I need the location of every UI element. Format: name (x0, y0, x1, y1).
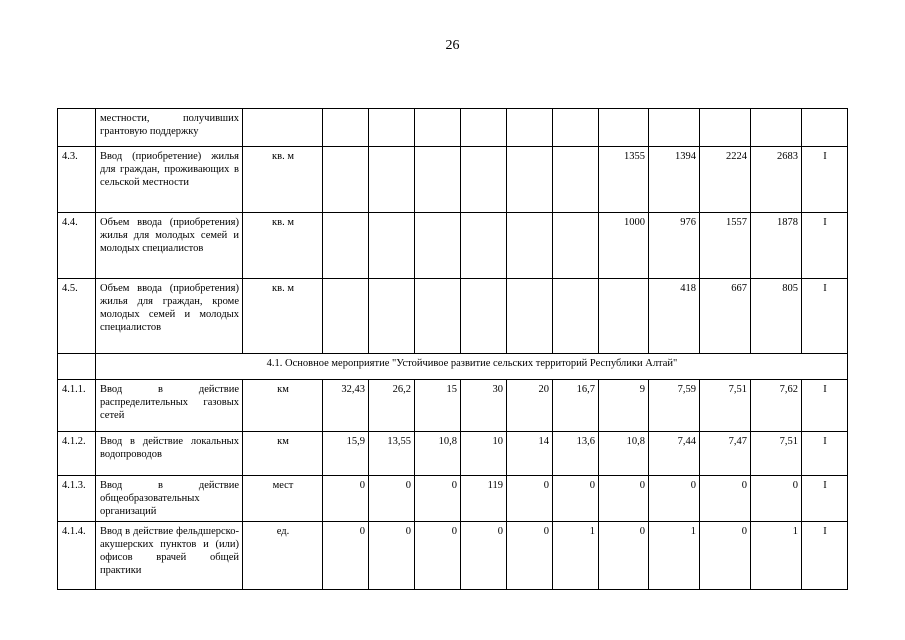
value-cell: 7,44 (649, 432, 700, 476)
value-cell: 0 (507, 476, 553, 522)
value-cell (415, 147, 461, 213)
value-cell: 0 (323, 476, 369, 522)
value-cell: 7,47 (700, 432, 751, 476)
value-cell: 15 (415, 380, 461, 432)
indicator-name: Ввод в действие общеобразовательных организаций (96, 476, 243, 522)
value-cell: 10 (461, 432, 507, 476)
value-cell (461, 213, 507, 279)
indicator-name: Ввод в действие локальных водопроводов (96, 432, 243, 476)
value-cell: 32,43 (323, 380, 369, 432)
value-cell: 10,8 (415, 432, 461, 476)
value-cell: 1 (649, 522, 700, 590)
value-cell: 15,9 (323, 432, 369, 476)
value-cell (599, 109, 649, 147)
value-cell (461, 279, 507, 354)
value-cell: 14 (507, 432, 553, 476)
row-number: 4.4. (58, 213, 96, 279)
value-cell: 16,7 (553, 380, 599, 432)
value-cell: 0 (323, 522, 369, 590)
value-cell (553, 147, 599, 213)
indicator-type-cell: I (802, 432, 848, 476)
value-cell: 9 (599, 380, 649, 432)
indicator-name: Ввод (приобретение) жилья для граждан, проживающих в сельской местности (96, 147, 243, 213)
value-cell: 1557 (700, 213, 751, 279)
value-cell (369, 147, 415, 213)
value-cell (553, 279, 599, 354)
row-number: 4.1.4. (58, 522, 96, 590)
value-cell: 119 (461, 476, 507, 522)
value-cell: 1 (553, 522, 599, 590)
indicator-name: Объем ввода (приобретения) жилья для граждан, кроме молодых семей и молодых специалистов (96, 279, 243, 354)
value-cell (369, 213, 415, 279)
value-cell (415, 213, 461, 279)
row-number (58, 109, 96, 147)
value-cell: 7,59 (649, 380, 700, 432)
value-cell: 0 (700, 522, 751, 590)
unit-of-measure: кв. м (243, 213, 323, 279)
value-cell (461, 109, 507, 147)
value-cell: 0 (507, 522, 553, 590)
value-cell: 1355 (599, 147, 649, 213)
indicators-table (57, 108, 848, 590)
table-row (58, 380, 848, 432)
section-row (58, 354, 848, 380)
value-cell: 0 (369, 522, 415, 590)
value-cell: 7,62 (751, 380, 802, 432)
value-cell: 0 (553, 476, 599, 522)
row-number: 4.3. (58, 147, 96, 213)
value-cell (323, 213, 369, 279)
value-cell: 418 (649, 279, 700, 354)
unit-of-measure: км (243, 432, 323, 476)
unit-of-measure: мест (243, 476, 323, 522)
value-cell: 1394 (649, 147, 700, 213)
value-cell: 0 (599, 522, 649, 590)
value-cell: 0 (599, 476, 649, 522)
unit-of-measure: ед. (243, 522, 323, 590)
table-row (58, 213, 848, 279)
value-cell (599, 279, 649, 354)
value-cell: 2224 (700, 147, 751, 213)
table-row (58, 279, 848, 354)
value-cell: 805 (751, 279, 802, 354)
value-cell (323, 147, 369, 213)
value-cell: 0 (751, 476, 802, 522)
indicator-name: Ввод в действие фельдшерско-акушерских пунктов и (или) офисов врачей общей практики (96, 522, 243, 590)
table-row (58, 432, 848, 476)
value-cell (461, 147, 507, 213)
value-cell: 10,8 (599, 432, 649, 476)
value-cell: 0 (369, 476, 415, 522)
indicator-type-cell: I (802, 476, 848, 522)
value-cell (323, 109, 369, 147)
value-cell (369, 109, 415, 147)
value-cell (507, 213, 553, 279)
value-cell: 976 (649, 213, 700, 279)
value-cell (415, 109, 461, 147)
unit-of-measure: км (243, 380, 323, 432)
value-cell: 0 (700, 476, 751, 522)
value-cell (369, 279, 415, 354)
row-number: 4.1.2. (58, 432, 96, 476)
value-cell (507, 279, 553, 354)
value-cell: 0 (649, 476, 700, 522)
row-number: 4.1.3. (58, 476, 96, 522)
unit-of-measure (243, 109, 323, 147)
table-row (58, 476, 848, 522)
indicator-name: местности, получивших грантовую поддержку (96, 109, 243, 147)
table-row (58, 147, 848, 213)
value-cell: 2683 (751, 147, 802, 213)
value-cell (323, 279, 369, 354)
indicator-type-cell: I (802, 380, 848, 432)
table-body (58, 109, 848, 590)
value-cell: 1 (751, 522, 802, 590)
indicator-type-cell: I (802, 279, 848, 354)
value-cell: 7,51 (751, 432, 802, 476)
value-cell (507, 109, 553, 147)
value-cell: 667 (700, 279, 751, 354)
table-row (58, 522, 848, 590)
value-cell: 30 (461, 380, 507, 432)
indicator-type-cell: I (802, 147, 848, 213)
value-cell: 13,55 (369, 432, 415, 476)
value-cell: 0 (461, 522, 507, 590)
value-cell: 20 (507, 380, 553, 432)
indicator-type-cell: I (802, 213, 848, 279)
indicator-type-cell: I (802, 522, 848, 590)
indicator-name: Объем ввода (приобретения) жилья для молодых семей и молодых специалистов (96, 213, 243, 279)
value-cell (649, 109, 700, 147)
value-cell (415, 279, 461, 354)
value-cell (700, 109, 751, 147)
value-cell: 1878 (751, 213, 802, 279)
value-cell: 1000 (599, 213, 649, 279)
table-row (58, 109, 848, 147)
value-cell: 7,51 (700, 380, 751, 432)
value-cell: 0 (415, 476, 461, 522)
value-cell (751, 109, 802, 147)
indicator-name: Ввод в действие распределительных газовых сетей (96, 380, 243, 432)
value-cell (553, 213, 599, 279)
value-cell: 0 (415, 522, 461, 590)
page-number: 26 (445, 38, 460, 53)
section-number-cell (58, 354, 96, 380)
unit-of-measure: кв. м (243, 147, 323, 213)
row-number: 4.5. (58, 279, 96, 354)
value-cell (553, 109, 599, 147)
value-cell: 26,2 (369, 380, 415, 432)
unit-of-measure: кв. м (243, 279, 323, 354)
indicator-type-cell (802, 109, 848, 147)
row-number: 4.1.1. (58, 380, 96, 432)
value-cell (507, 147, 553, 213)
section-heading: 4.1. Основное мероприятие "Устойчивое развитие сельских территорий Республики Алтай" (96, 354, 848, 380)
value-cell: 13,6 (553, 432, 599, 476)
